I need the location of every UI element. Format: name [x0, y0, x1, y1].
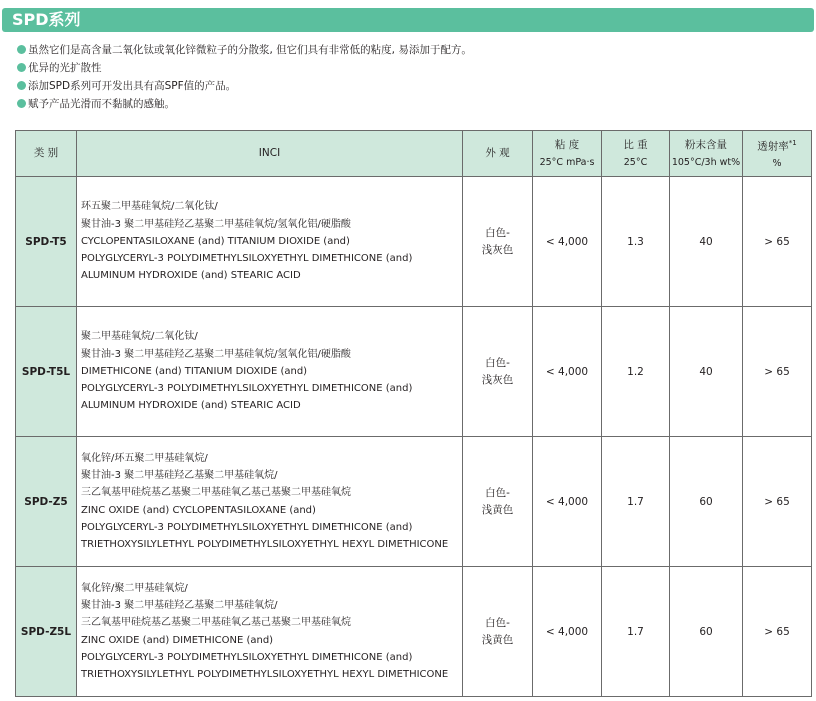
feature-item: [17, 58, 472, 76]
header-appearance: 外 观: [463, 131, 533, 177]
appearance-cell: 白色- 浅黄色: [463, 437, 533, 567]
header-powder: 粉末含量 105°C/3h wt%: [670, 131, 743, 177]
header-powder-unit: 105°C/3h wt%: [671, 156, 741, 168]
gravity-cell: 1.3: [602, 177, 670, 307]
bullet-dot-icon: [17, 81, 26, 90]
viscosity-cell: < 4,000: [533, 177, 602, 307]
section-title-bar: [2, 8, 814, 32]
header-gravity-unit: 25°C: [623, 156, 648, 168]
grade-cell: SPD-Z5L: [16, 567, 77, 697]
appearance-cell: 白色- 浅灰色: [463, 307, 533, 437]
table-row: [16, 437, 812, 567]
feature-text: 添加SPD系列可开发出具有高SPF值的产品。: [28, 79, 237, 92]
powder-cell: 40: [670, 177, 743, 307]
table-row: [16, 567, 812, 697]
table-row: [16, 177, 812, 307]
feature-item: [17, 76, 472, 94]
inci-cell: 氧化锌/聚二甲基硅氧烷/ 聚甘油-3 聚二甲基硅羟乙基聚二甲基硅氧烷/ 三乙氧基甲硅烷基乙基聚二甲基硅氧乙基己基聚二甲基硅氧烷 ZINC OXIDE (and) DIMETHICONE (and) POLYGLYCERYL-3 POLYDIMETHYLSILOXYETHYL DIMETHICONE (and) TRIETHOXYSILYLETHYL POLYDIMETHYLSILOXYETHYL HEXYL DIMETHICONE: [77, 567, 463, 697]
gravity-cell: 1.7: [602, 567, 670, 697]
powder-cell: 60: [670, 437, 743, 567]
header-gravity: 比 重 25°C: [602, 131, 670, 177]
feature-text: 虽然它们是高含量二氧化钛或氧化锌微粒子的分散浆, 但它们具有非常低的粘度, 易添加于配方。: [28, 43, 472, 56]
grade-cell: SPD-Z5: [16, 437, 77, 567]
feature-text: 赋予产品光滑而不黏腻的感触。: [28, 97, 175, 110]
inci-cell: 氧化锌/环五聚二甲基硅氧烷/ 聚甘油-3 聚二甲基硅羟乙基聚二甲基硅氧烷/ 三乙氧基甲硅烷基乙基聚二甲基硅氧乙基己基聚二甲基硅氧烷 ZINC OXIDE (and) CYCLOPENTASILOXANE (and) POLYGLYCERYL-3 POLYDIMETHYLSILOXYETHYL DIMETHICONE (and) TRIETHOXYSILYLETHYL POLYDIMETHYLSILOXYETHYL HEXYL DIMETHICONE: [77, 437, 463, 567]
transmittance-cell: > 65: [743, 567, 812, 697]
header-grade: 类 别: [16, 131, 77, 177]
viscosity-cell: < 4,000: [533, 307, 602, 437]
grade-cell: SPD-T5: [16, 177, 77, 307]
table-row: [16, 307, 812, 437]
bullet-dot-icon: [17, 99, 26, 108]
feature-item: [17, 94, 472, 112]
section-title: SPD系列: [12, 10, 81, 29]
transmittance-cell: > 65: [743, 307, 812, 437]
appearance-cell: 白色- 浅黄色: [463, 567, 533, 697]
inci-cell: 环五聚二甲基硅氧烷/二氧化钛/ 聚甘油-3 聚二甲基硅羟乙基聚二甲基硅氧烷/氢氧化铝/硬脂酸 CYCLOPENTASILOXANE (and) TITANIUM DIOXIDE (and) POLYGLYCERYL-3 POLYDIMETHYLSILOXYETHYL DIMETHICONE (and) ALUMINUM HYDROXIDE (and) STEARIC ACID: [77, 177, 463, 307]
bullet-dot-icon: [17, 45, 26, 54]
table-header-row: [16, 131, 812, 177]
transmittance-cell: > 65: [743, 177, 812, 307]
product-spec-table: [15, 130, 812, 697]
grade-cell: SPD-T5L: [16, 307, 77, 437]
gravity-cell: 1.7: [602, 437, 670, 567]
header-inci: INCI: [77, 131, 463, 177]
header-transmittance: 透射率$^{*1}$ %: [743, 131, 812, 177]
footnote-marker: *1: [788, 138, 797, 147]
header-viscosity: 粘 度 25°C mPa·s: [533, 131, 602, 177]
transmittance-cell: > 65: [743, 437, 812, 567]
feature-text: 优异的光扩散性: [28, 61, 102, 74]
feature-item: [17, 40, 472, 58]
feature-list: [17, 40, 472, 112]
gravity-cell: 1.2: [602, 307, 670, 437]
inci-cell: 聚二甲基硅氧烷/二氧化钛/ 聚甘油-3 聚二甲基硅羟乙基聚二甲基硅氧烷/氢氧化铝/硬脂酸 DIMETHICONE (and) TITANIUM DIOXIDE (and) POLYGLYCERYL-3 POLYDIMETHYLSILOXYETHYL DIMETHICONE (and) ALUMINUM HYDROXIDE (and) STEARIC ACID: [77, 307, 463, 437]
appearance-cell: 白色- 浅灰色: [463, 177, 533, 307]
powder-cell: 40: [670, 307, 743, 437]
powder-cell: 60: [670, 567, 743, 697]
bullet-dot-icon: [17, 63, 26, 72]
viscosity-cell: < 4,000: [533, 437, 602, 567]
viscosity-cell: < 4,000: [533, 567, 602, 697]
header-transmittance-unit: %: [772, 158, 782, 170]
header-viscosity-unit: 25°C mPa·s: [539, 156, 595, 168]
